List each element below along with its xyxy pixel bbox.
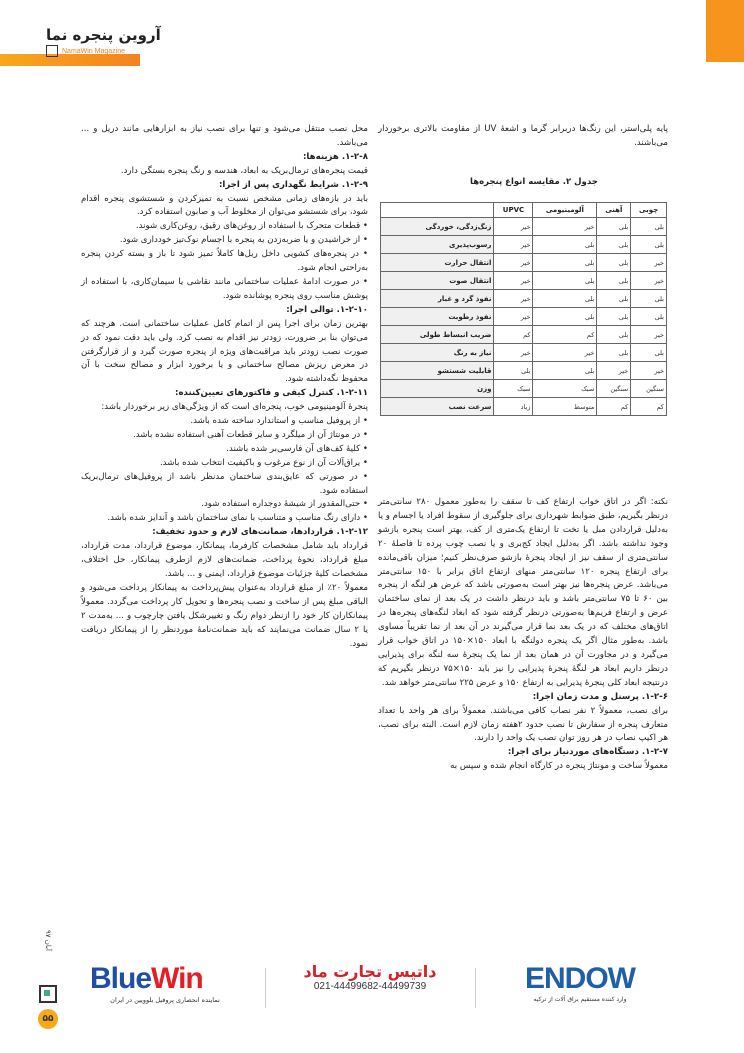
table-cell: خیر (494, 344, 533, 362)
table-row-label: نفوذ رطوبت (381, 308, 494, 326)
table-row (381, 308, 667, 326)
table-header-cell: UPVC (494, 203, 533, 218)
paragraph: • از پروفیل مناسب و استاندارد ساخته شده باشد. (190, 416, 368, 427)
section-heading: ۱-۲-۶. پرسنل و مدت زمان اجرا: (532, 691, 668, 702)
table-cell: بلی (533, 290, 597, 308)
table-row (381, 326, 667, 344)
table-cell: خیر (494, 290, 533, 308)
table-cell: بلی (597, 218, 631, 236)
table-row (381, 398, 667, 416)
table-cell: بلی (597, 344, 631, 362)
table-cell: بلی (533, 362, 597, 380)
table-caption: جدول ۲. مقایسه انواع پنجره‌ها (470, 177, 598, 187)
table-row (381, 380, 667, 398)
magazine-logo (46, 26, 176, 76)
table-cell: بلی (533, 236, 597, 254)
table-row-label: نفوذ گرد و غبار (381, 290, 494, 308)
bluewin-name-blue: Blue (90, 962, 152, 995)
right-column (378, 496, 668, 774)
ad-divider (475, 968, 476, 1008)
section-heading: ۱-۲-۸. هزینه‌ها: (302, 151, 368, 162)
logo-subtitle: NamaWin Magazine (62, 47, 126, 55)
table-cell: بلی (597, 272, 631, 290)
left-column (81, 123, 368, 651)
paragraph: • از خراشیدن و یا ضربه‌زدن به پنجره با اجسام نوک‌تیز خودداری شود. (119, 235, 368, 246)
table-cell: کم (494, 326, 533, 344)
paragraph: معمولاً ساخت و مونتاژ پنجره در کارگاه انجام شده و سپس به (450, 761, 668, 772)
endow-tagline: وارد کننده مستقیم یراق آلات از ترکیه (533, 996, 627, 1003)
paragraph: • در صورتی که عایق‌بندی ساختمان مدنظر باشد از پروفیل‌های ترمال‌بریک استفاده شود. (81, 471, 368, 496)
table-cell: خیر (494, 236, 533, 254)
table-cell: متوسط (533, 398, 597, 416)
logo-title: آروین پنجره نما (46, 26, 161, 44)
table-row-label: انتقال صوت (381, 272, 494, 290)
table-row-label: سرعت نصب (381, 398, 494, 416)
table-cell: بلی (597, 308, 631, 326)
section-heading: ۱-۲-۷. دستگاه‌های موردنیاز برای اجرا: (507, 747, 668, 758)
table-cell: بلی (597, 254, 631, 272)
paragraph: • در پنجره‌های کشویی داخل ریل‌ها کاملاً تمیز شود تا باز و بسته کردن پنجره به‌راحتی انجام شود. (81, 249, 368, 274)
table-row (381, 344, 667, 362)
section-heading: ۱-۲-۱۰. توالی اجرا: (286, 304, 368, 315)
table-cell: بلی (533, 308, 597, 326)
paragraph: • یراق‌آلات آن از نوع مرغوب و باکیفیت انتخاب شده باشد. (159, 457, 368, 468)
paragraph: باید در بازه‌های زمانی مشخص نسبت به تمیزکردن و شستشوی پنجره اقدام شود، برای شستشو می‌توان از مخلوط آب و صابون استفاده کرد. (81, 193, 368, 218)
table-cell: خیر (533, 344, 597, 362)
paragraph: • قطعات متحرک با استفاده از روغن‌های رقیق، روغن‌کاری شوند. (135, 221, 368, 232)
table-row-label: ضریب انبساط طولی (381, 326, 494, 344)
magazine-icon (39, 985, 57, 1003)
table-cell: بلی (597, 290, 631, 308)
table-header-cell: آهنی (597, 203, 631, 218)
table-row-label: وزن (381, 380, 494, 398)
table-cell: سبک (494, 380, 533, 398)
page-header (0, 0, 744, 95)
datis-phone: 021-44499682-44499739 (313, 981, 427, 992)
table-cell: کم (631, 398, 667, 416)
paragraph: معمولاً ۲۰٪ از مبلغ قرارداد به‌عنوان پیش‌پرداخت به پیمانکار پرداخت می‌شود و الباقی مبلغ پس از ساخت و نصب پنجره‌ها و تحویل کار پرداخت می‌گردد. معمولاً پیمانکاران کار خود را ازنظر دوام رنگ و تغییرشکل یافتن چارچوب و ... به‌مدت ۲ یا ۲ سال ضمانت می‌نمایند که باید ضمانت‌نامهٔ موردنظر را از پیمانکار دریافت نمود. (81, 582, 369, 649)
table-cell: سنگین (597, 380, 631, 398)
table-row (381, 236, 667, 254)
table-cell: بلی (597, 236, 631, 254)
paragraph: • کلیهٔ کف‌های آن فارسی‌بر شده باشند. (226, 443, 368, 454)
table-row (381, 272, 667, 290)
table-row (381, 362, 667, 380)
comparison-table (380, 202, 667, 416)
table-header-cell: آلومینیومی (533, 203, 597, 218)
table-cell: خیر (533, 218, 597, 236)
table-cell: بلی (631, 290, 667, 308)
table-cell: خیر (597, 362, 631, 380)
table-row (381, 218, 667, 236)
paragraph: قیمت پنجره‌های ترمال‌بریک به ابعاد، هندسه و رنگ پنجره بستگی دارد. (120, 165, 368, 176)
section-heading: ۱-۲-۹. شرایط نگهداری پس از اجرا: (218, 179, 368, 190)
table-cell: زیاد (494, 398, 533, 416)
table-cell: بلی (533, 272, 597, 290)
table-cell: خیر (631, 272, 667, 290)
table-row-label: قابلیت شستشو (381, 362, 494, 380)
paragraph: نکته: اگر در اتاق خواب ارتفاع کف تا سقف را به‌طور معمول ۲۸۰ سانتی‌متر درنظر بگیریم، طبق ضوابط شهرداری برای جلوگیری از سقوط افراد یا اجسام و یا به‌دلیل قرارداد‌ن مبل یا تخت تا ارتفاع یک‌متری از کف، بهتر است پنجره بازشو وجود نداشته باشد. اگر به‌دلیل ایجاد کج‌بری و یا نصب چوب پرده تا فاصلهٔ ۲۰ سانتی‌متری از سقف نیز از ایجاد پنجرهٔ بازشو صرف‌نظر کنیم؛ میزان باقی‌مانده برای ارتفاع پنجره ۱۲۰ سانتی‌متر منهای ارتفاع اتاق برابر با ۱۵۰ سانتی‌متر می‌باشد. عرض پنجره‌ها نیز بهتر است به‌صورتی باشد که عرض هر لنگه از پنجره بین ۶۰ تا ۷۵ سانتی‌متر باشد و باید درنظر داشت در یک بعد از نمای ساختمان عرض و ارتفاع فریم‌ها به‌صورتی درنظر گرفته شود که ابعاد لنگه‌های پنجره‌ها در اتاق‌های مختلف که در یک بعد نما قرار می‌گیرند در آن بعد از نما تقریباً مساوی باشد. به‌طور مثال اگر یک پنجره دولنگه با ابعاد ۱۵۰×۱۵۰ در اتاق خواب قرار می‌گیرد و در مجاورت آن در همان بعد از نما یک پنجرهٔ سه لنگه برای پذیرایی درنظر داریم ابعاد هر لنگهٔ پنجرهٔ پذیرایی را نیز باید ۱۵۰×۷۵ درنظر بگیریم که درنتیجه ابعاد کلی پنجرهٔ پذیرایی به ارتفاع ۱۵۰ و عرض ۲۲۵ سانتی‌متر خواهد شد. (378, 497, 668, 688)
datis-name: داتیس تجارت ماد (303, 962, 437, 981)
intro-paragraph: پایه پلی‌استر، این رنگ‌ها دربرابر گرما و اشعهٔ UV از مقاومت بالاتری برخوردار می‌باشند. (378, 124, 668, 148)
table-cell: خیر (631, 254, 667, 272)
table-cell: خیر (494, 308, 533, 326)
paragraph: قرارداد باید شامل مشخصات کارفرما، پیمانکار، موضوع قرارداد، مدت قرارداد، مبلغ قرارداد، نحوهٔ پرداخت، ضمانت‌های لازم ازطرف پیمانکار، حل اختلاف، مشخصات کلیهٔ جزئیات موضوع قرارداد، ایمنی و ... باشد. (81, 541, 368, 579)
issue-month: آبان ۹۷ (44, 930, 52, 951)
paragraph: • در مونتاژ آن از میلگرد و سایر قطعات آهنی استفاده نشده باشد. (132, 429, 368, 440)
endow-name: ENDOW (525, 962, 635, 995)
table-header-cell (381, 203, 494, 218)
table-cell: سنگین (631, 380, 667, 398)
logo-mark-icon (46, 45, 58, 57)
table-cell: خیر (494, 254, 533, 272)
table-row-label: نیاز به رنگ (381, 344, 494, 362)
table-row-label: زنگ‌زدگی، خوردگی (381, 218, 494, 236)
table-cell: خیر (631, 326, 667, 344)
paragraph: پنجرهٔ آلومینیومی خوب، پنجره‌ای است که از ویژگی‌های زیر برخوردار باشد: (101, 402, 368, 413)
table-row-label: رسوب‌پذیری (381, 236, 494, 254)
table-row-label: انتقال حرارت (381, 254, 494, 272)
table-cell: خیر (494, 272, 533, 290)
table-cell: بلی (631, 236, 667, 254)
table-row (381, 290, 667, 308)
table-cell: بلی (631, 218, 667, 236)
bluewin-name-red: Win (151, 962, 203, 995)
paragraph: بهترین زمان برای اجرا پس از اتمام کامل عملیات ساختمانی است. هرچند که می‌توان بنا بر ضرورت، زودتر نیز اقدام به نصب کرد. ولی باید دقت نمود که در صورت نصب زودتر باید مراقبت‌های ویژه از پنجره صورت گیرد و از قرارگرفتن در معرض ریزش مصالح ساختمانی و یا برخورد ابزار و مصالح سخت با آن محفوظ نگه‌داشته شود. (81, 318, 368, 385)
paragraph: • دارای رنگ مناسب و متناسب با نمای ساختمان باشد و آندایز شده باشد. (107, 513, 368, 524)
table-cell: خیر (631, 362, 667, 380)
table-cell: بلی (597, 326, 631, 344)
table-cell: کم (533, 326, 597, 344)
table-cell: خیر (494, 218, 533, 236)
table-cell: بلی (494, 362, 533, 380)
paragraph: برای نصب، معمولاً ۲ نفر نصاب کافی می‌باشند. معمولاً برای هر واحد با تعداد متعارف پنجره از سفارش تا نصب حدود ۲هفته زمان لازم است. البته برای نصب، هر اکیپ نصاب در هر روز توان نصب یک واحد را دارند. (378, 705, 669, 744)
bluewin-tagline: نماینده انحصاری پروفیل بلوویین در ایران (110, 996, 220, 1004)
paragraph: محل نصب منتقل می‌شود و تنها برای نصب نیاز به ابزارهایی مانند دریل و ... می‌باشد. (81, 124, 368, 148)
header-corner-block (706, 0, 744, 62)
paragraph: • حتی‌المقدور از شیشهٔ دوجداره استفاده شود. (201, 499, 368, 510)
section-heading: ۱-۲-۱۱. کنترل کیفی و فاکتورهای تعیین‌کننده: (175, 388, 368, 399)
section-heading: ۱-۲-۱۲. قراردادها، ضمانت‌های لازم و حدود تخفیف: (152, 527, 368, 538)
table-header-cell: چوبی (631, 203, 667, 218)
table-cell: بلی (631, 308, 667, 326)
paragraph: • در صورت ادامهٔ عملیات ساختمانی مانند نقاشی یا سیمان‌کاری، با استفاده از پوشش مناسب روی پنجره پوشانده شود. (81, 276, 368, 301)
bluewin-ad[interactable] (90, 962, 240, 1012)
table-cell: بلی (533, 254, 597, 272)
right-column-intro (378, 123, 668, 151)
ad-divider (265, 968, 266, 1008)
endow-ad[interactable] (500, 962, 660, 1012)
table-cell: کم (597, 398, 631, 416)
page-number: ۵۵ (38, 1009, 58, 1029)
table-cell: سبک (533, 380, 597, 398)
table-cell: بلی (631, 344, 667, 362)
table-row (381, 254, 667, 272)
datis-ad[interactable] (290, 962, 450, 1012)
